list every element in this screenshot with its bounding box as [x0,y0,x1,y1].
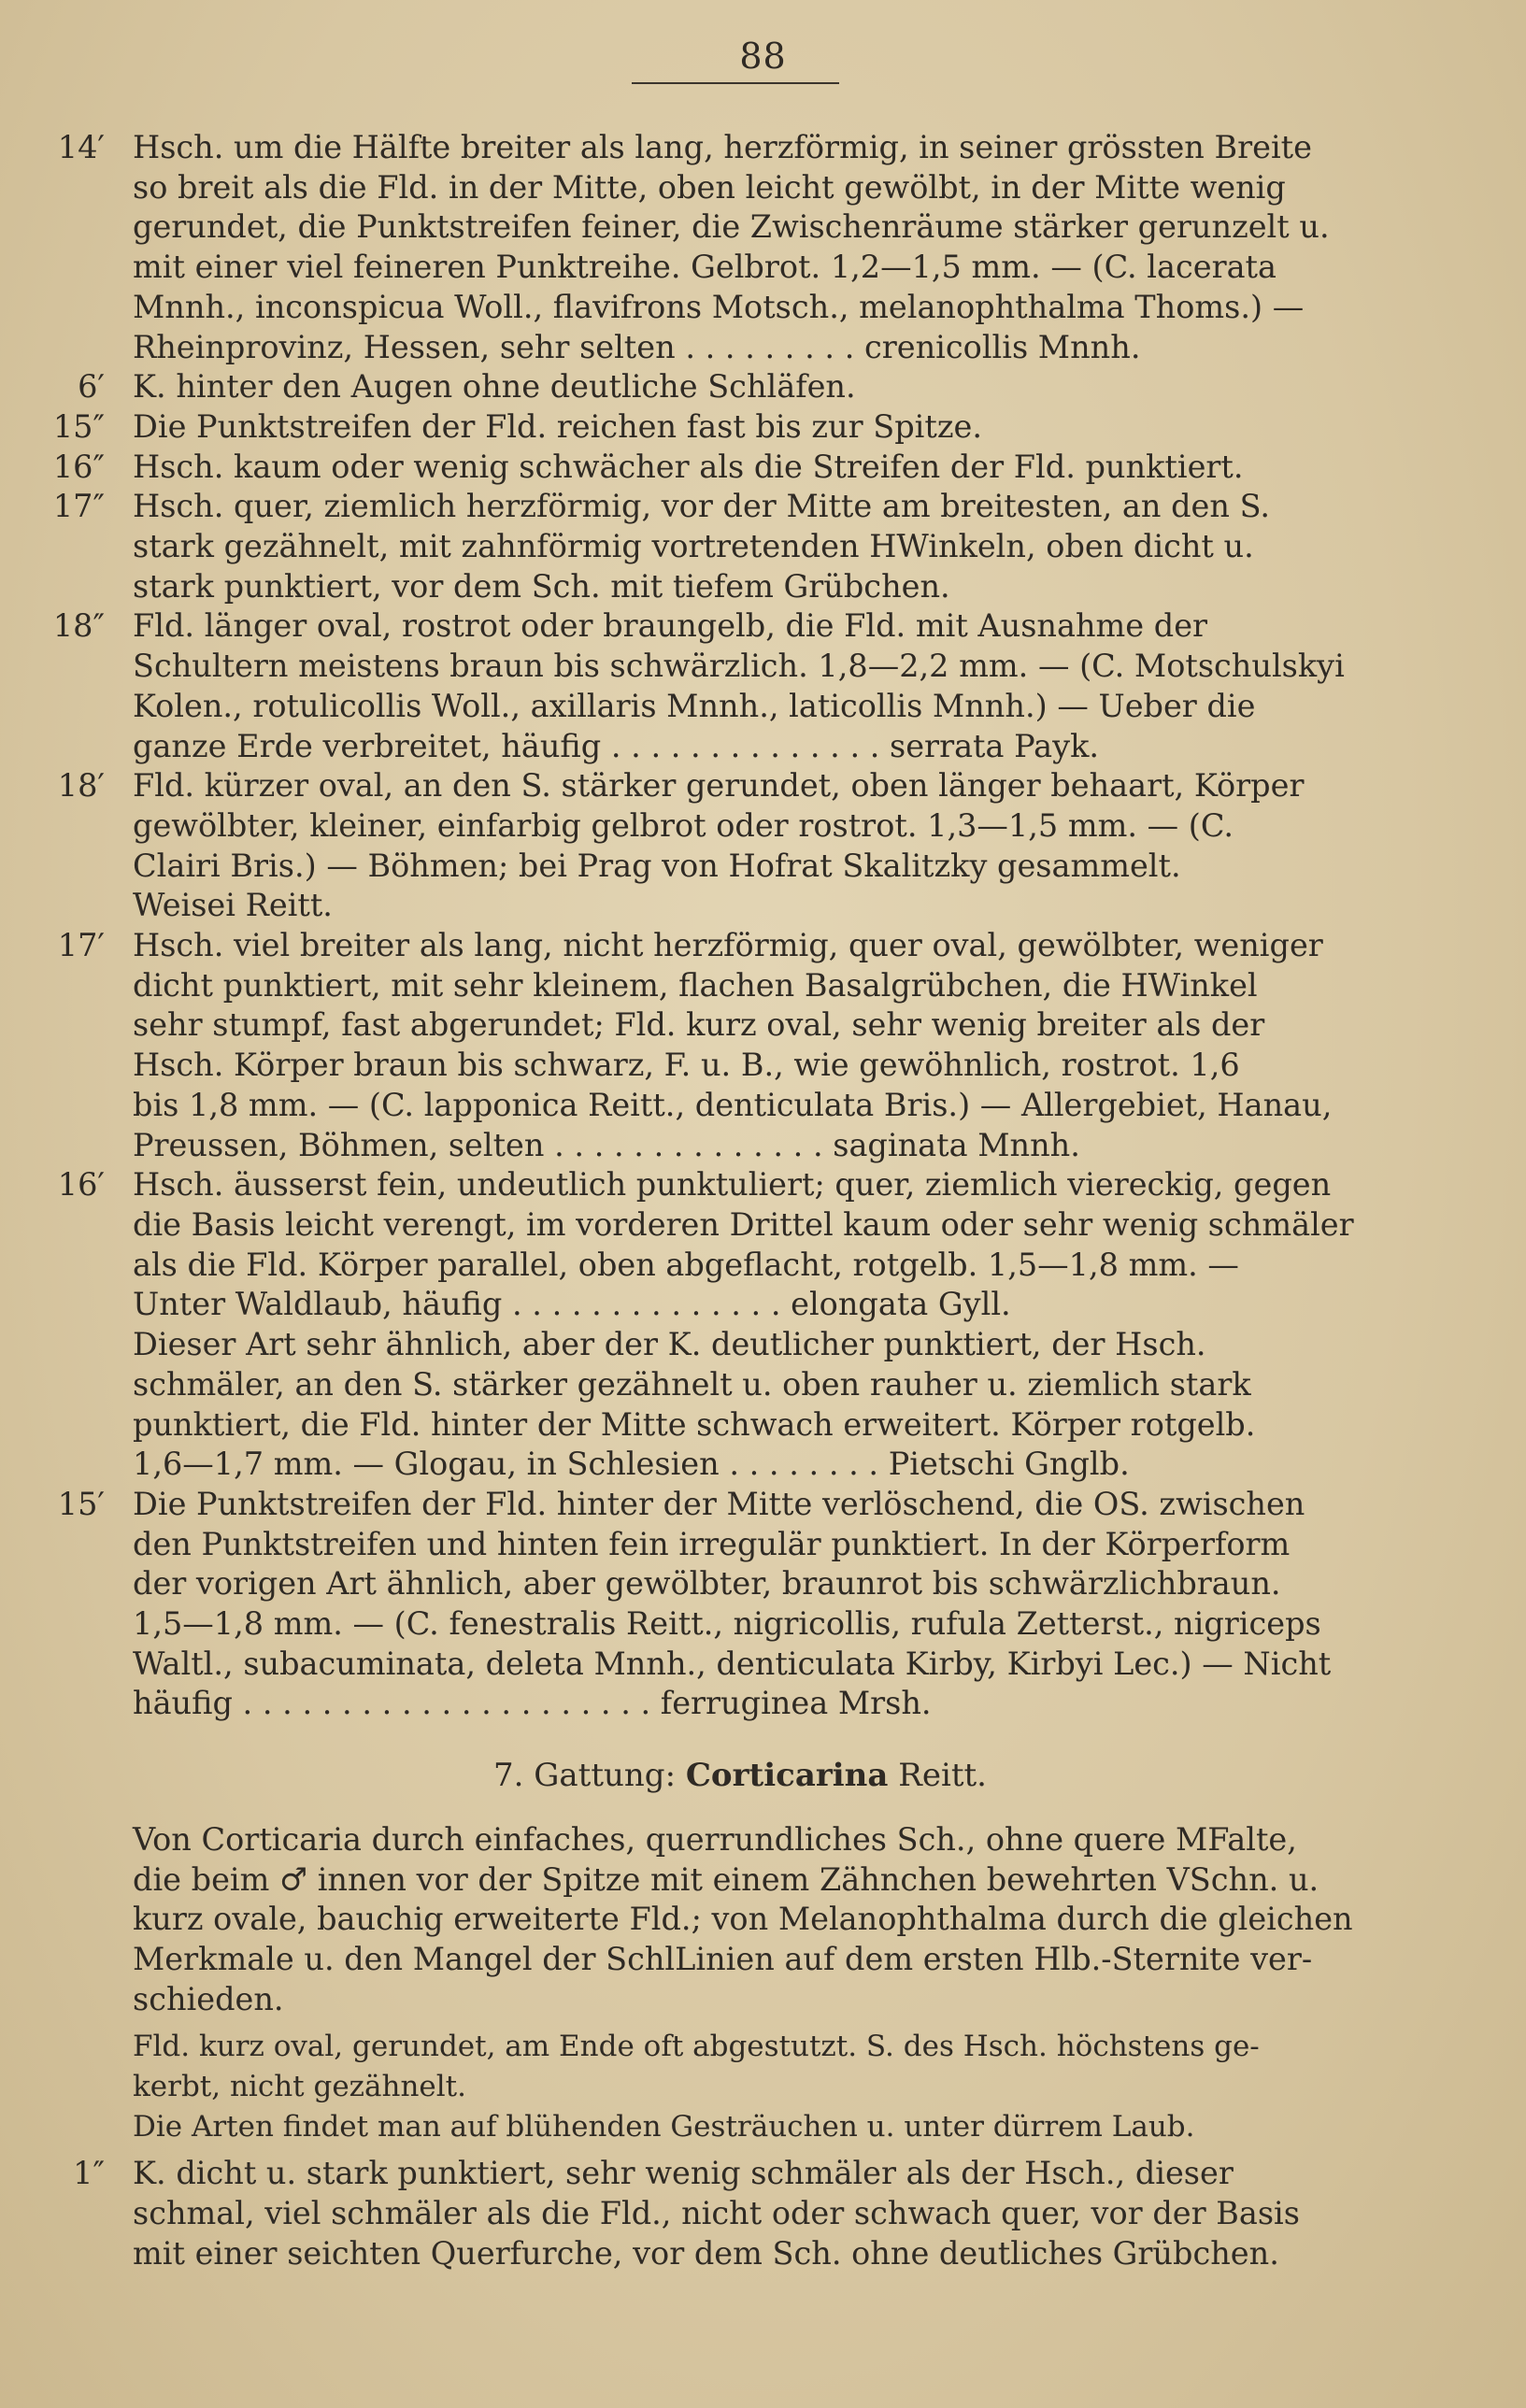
key-entry-line: den Punktstreifen und hinten fein irregulär punktiert. In der Körperform [133,1525,1291,1562]
key-entry-line: mit einer seichten Querfurche, vor dem Sch. ohne deutliches Grübchen. [133,2234,1279,2272]
key-entry-number: 15′ [57,1485,105,1522]
key-entry-line: Die Punktstreifen der Fld. hinter der Mitte verlöschend, die OS. zwischen [133,1485,1305,1522]
key-entries [49,128,1432,1724]
key-entry-line: Clairi Bris.) — Böhmen; bei Prag von Hofrat Skalitzky gesammelt. [133,847,1181,884]
key-entry-line: Hsch. quer, ziemlich herzförmig, vor der Mitte am breitesten, an den S. [133,488,1270,525]
paragraph-line: Von Corticaria durch einfaches, querrundliches Sch., ohne quere MFalte, [133,1820,1297,1858]
key-entry [49,1485,1432,1724]
key-entry [49,128,1432,367]
key-entry-line: stark gezähnelt, mit zahnförmig vortretenden HWinkeln, oben dicht u. [133,528,1254,565]
key-entry-number: 15″ [52,407,105,445]
key-entry-line: Rheinprovinz, Hessen, sehr selten . . . . . . . . . crenicollis Mnnh. [133,328,1141,365]
page-body [49,128,1432,2274]
key-entry-line: gewölbter, kleiner, einfarbig gelbrot oder rostrot. 1,3—1,5 mm. — (C. [133,806,1234,844]
key-entry-line: so breit als die Fld. in der Mitte, oben leicht gewölbt, in der Mitte wenig [133,168,1286,206]
paragraph-line: Die Arten findet man auf blühenden Gesträuchen u. unter dürrem Laub. [133,2109,1195,2144]
paragraph-line: kurz ovale, bauchig erweiterte Fld.; von Melanophthalma durch die gleichen [133,1901,1353,1938]
key-entry-line: Hsch. äusserst fein, undeutlich punktuliert; quer, ziemlich viereckig, gegen [133,1166,1332,1204]
genus-note [49,2027,1432,2146]
key-entry-line: Hsch. kaum oder wenig schwächer als die Streifen der Fld. punktiert. [133,448,1244,485]
paragraph-line: Merkmale u. den Mangel der SchlLinien auf dem ersten Hlb.-Sternite ver- [133,1940,1313,1977]
key-entry-line: Hsch. viel breiter als lang, nicht herzförmig, quer oval, gewölbter, weniger [133,927,1323,964]
key-entry-line: 1,5—1,8 mm. — (C. fenestralis Reitt., nigricollis, rufula Zetterst., nigriceps [133,1605,1321,1643]
key-entry-line: Waltl., subacuminata, deleta Mnnh., denticulata Kirby, Kirbyi Lec.) — Nicht [133,1645,1332,1682]
key-entry-line: Schultern meistens braun bis schwärzlich. 1,8—2,2 mm. — (C. Motschulskyi [133,648,1345,685]
key-entry-number: 17″ [52,488,105,525]
key-entry [49,448,1432,488]
key-entry-line: der vorigen Art ähnlich, aber gewölbter, braunrot bis schwärzlichbraun. [133,1565,1281,1603]
page-number: 88 [739,36,787,77]
key-entry-number: 18″ [52,607,105,645]
key-entry [49,407,1432,448]
genus-description [49,1820,1432,2020]
key-entry-line: Hsch. um die Hälfte breiter als lang, herzförmig, in seiner grössten Breite [133,129,1312,165]
key-entry-line: Dieser Art sehr ähnlich, aber der K. deutlicher punktiert, der Hsch. [133,1326,1206,1363]
key-entry-line: K. hinter den Augen ohne deutliche Schläfen. [133,368,856,406]
key-entry-line: Weisei Reitt. [133,887,333,924]
key-entry-line: Preussen, Böhmen, selten . . . . . . . . . . . . . . saginata Mnnh. [133,1126,1080,1163]
key-entry-line: Hsch. Körper braun bis schwarz, F. u. B., wie gewöhnlich, rostrot. 1,6 [133,1047,1240,1084]
key-entry-line: 1,6—1,7 mm. — Glogau, in Schlesien . . . . . . . . Pietschi Gnglb. [133,1446,1130,1483]
key-entry-line: häufig . . . . . . . . . . . . . . . . . . . . . ferruginea Mrsh. [133,1685,932,1722]
key-entry-line: Die Punktstreifen der Fld. reichen fast bis zur Spitze. [133,407,982,445]
paragraph-line: Fld. kurz oval, gerundet, am Ende oft abgestutzt. S. des Hsch. höchstens ge- [133,2030,1260,2064]
key-entry [49,926,1432,1165]
key-entry [49,606,1432,766]
key-entry-line: mit einer viel feineren Punktreihe. Gelbrot. 1,2—1,5 mm. — (C. lacerata [133,249,1276,286]
key-entry-number: 1″ [73,2155,105,2192]
key-entry-line: schmal, viel schmäler als die Fld., nicht oder schwach quer, vor der Basis [133,2195,1300,2232]
key-entry-line: ganze Erde verbreitet, häufig . . . . . . . . . . . . . . serrata Payk. [133,727,1100,764]
key-entry-number: 16″ [52,448,105,485]
key-entry-number: 14′ [57,129,105,165]
key-entry-line: als die Fld. Körper parallel, oben abgeflacht, rotgelb. 1,5—1,8 mm. — [133,1246,1239,1283]
paragraph-line: schieden. [133,1980,284,2017]
key-entry [49,367,1432,407]
key-entry-line: gerundet, die Punktstreifen feiner, die Zwischenräume stärker gerunzelt u. [133,208,1330,246]
key-entry [49,2154,1432,2273]
key-entry-line: Fld. kürzer oval, an den S. stärker gerundet, oben länger behaart, Körper [133,767,1305,805]
key-entry-number: 18′ [57,767,105,805]
key-entry-number: 16′ [57,1166,105,1204]
key-entry [49,1165,1432,1485]
key-entry-line: Fld. länger oval, rostrot oder braungelb, die Fld. mit Ausnahme der [133,607,1208,645]
key-entry-line: Unter Waldlaub, häufig . . . . . . . . . . . . . . elongata Gyll. [133,1286,1011,1323]
key-entry-line: schmäler, an den S. stärker gezähnelt u. oben rauher u. ziemlich stark [133,1365,1251,1403]
paragraph-line: kerbt, nicht gezähnelt. [133,2070,466,2104]
key-entry-last [49,2154,1432,2273]
paragraph-line: die beim ♂ innen vor der Spitze mit einem Zähnchen bewehrten VSchn. u. [133,1860,1319,1898]
section-heading [49,1756,1432,1796]
key-entry-line: bis 1,8 mm. — (C. lapponica Reitt., denticulata Bris.) — Allergebiet, Hanau, [133,1086,1333,1123]
key-entry-line: stark punktiert, vor dem Sch. mit tiefem Grübchen. [133,567,950,605]
key-entry-number: 6′ [78,368,105,406]
header-rule [632,82,839,84]
key-entry [49,766,1432,926]
key-entry [49,487,1432,606]
section-heading-prefix: 7. Gattung: [493,1757,677,1795]
key-entry-line: dicht punktiert, mit sehr kleinem, flachen Basalgrübchen, die HWinkel [133,966,1258,1004]
key-entry-line: sehr stumpf, fast abgerundet; Fld. kurz oval, sehr wenig breiter als der [133,1006,1265,1044]
key-entry-line: punktiert, die Fld. hinter der Mitte schwach erweitert. Körper rotgelb. [133,1405,1256,1443]
key-entry-line: Kolen., rotulicollis Woll., axillaris Mnnh., laticollis Mnnh.) — Ueber die [133,687,1256,724]
section-heading-author: Reitt. [898,1757,987,1795]
section-heading-genus: Corticarina [685,1757,889,1795]
key-entry-number: 17′ [57,927,105,964]
key-entry-line: Mnnh., inconspicua Woll., flavifrons Motsch., melanophthalma Thoms.) — [133,288,1305,325]
key-entry-line: die Basis leicht verengt, im vorderen Drittel kaum oder sehr wenig schmäler [133,1205,1354,1243]
key-entry-line: K. dicht u. stark punktiert, sehr wenig schmäler als der Hsch., dieser [133,2155,1234,2192]
